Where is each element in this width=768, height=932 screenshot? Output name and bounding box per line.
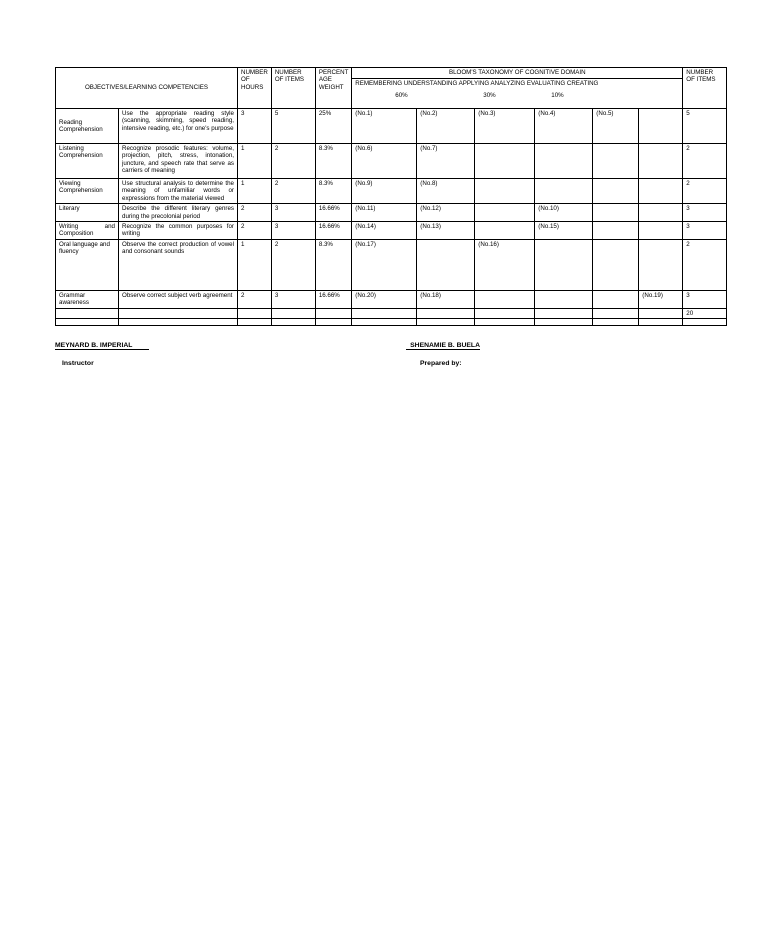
remembering-cell: (No.1) bbox=[352, 109, 417, 144]
analyzing-cell: (No.10) bbox=[535, 204, 593, 222]
evaluating-cell bbox=[593, 290, 639, 308]
remembering-cell: (No.17) bbox=[352, 239, 417, 290]
header-bloom bbox=[352, 68, 683, 109]
items-cell: 2 bbox=[271, 239, 315, 290]
pct-30: 30% bbox=[483, 91, 496, 99]
hours-cell: 2 bbox=[238, 204, 272, 222]
header-objectives: OBJECTIVES/LEARNING COMPETENCIES bbox=[56, 68, 238, 109]
understanding-cell: (No.13) bbox=[417, 222, 475, 240]
pct-60: 60% bbox=[395, 91, 408, 99]
analyzing-cell: (No.15) bbox=[535, 222, 593, 240]
area-cell: Oral language and fluency bbox=[56, 239, 119, 290]
evaluating-cell bbox=[593, 179, 639, 204]
total-cell: 3 bbox=[683, 204, 727, 222]
understanding-cell bbox=[417, 239, 475, 290]
header-items: NUMBER OF ITEMS bbox=[271, 68, 315, 109]
creating-cell bbox=[639, 144, 683, 179]
analyzing-cell: (No.4) bbox=[535, 109, 593, 144]
creating-cell bbox=[639, 239, 683, 290]
total-cell: 2 bbox=[683, 179, 727, 204]
competency-cell: Observe correct subject verb agreement bbox=[119, 290, 238, 308]
hours-cell: 1 bbox=[238, 179, 272, 204]
pct-10: 10% bbox=[551, 91, 564, 99]
evaluating-cell bbox=[593, 204, 639, 222]
total-cell: 3 bbox=[683, 290, 727, 308]
applying-cell bbox=[475, 179, 535, 204]
items-cell: 3 bbox=[271, 290, 315, 308]
table-of-specifications bbox=[55, 67, 727, 326]
header-total-items: NUMBER OF ITEMS bbox=[683, 68, 727, 109]
bloom-title: BLOOM'S TAXONOMY OF COGNITIVE DOMAIN bbox=[352, 68, 682, 79]
area-cell: Writing and Composition bbox=[56, 222, 119, 240]
header-hours: NUMBER OF HOURS bbox=[238, 68, 272, 109]
instructor-role: Instructor bbox=[62, 360, 94, 367]
understanding-cell: (No.8) bbox=[417, 179, 475, 204]
understanding-cell: (No.12) bbox=[417, 204, 475, 222]
preparer-name: SHENAMIE B. BUELA bbox=[406, 342, 480, 350]
remembering-cell: (No.20) bbox=[352, 290, 417, 308]
header-row bbox=[56, 68, 727, 109]
preparer-role: Prepared by: bbox=[420, 360, 462, 367]
evaluating-cell: (No.5) bbox=[593, 109, 639, 144]
area-cell: Reading Comprehension bbox=[56, 109, 119, 144]
total-cell: 3 bbox=[683, 222, 727, 240]
creating-cell bbox=[639, 204, 683, 222]
hours-cell: 2 bbox=[238, 290, 272, 308]
total-cell: 5 bbox=[683, 109, 727, 144]
table-row bbox=[56, 204, 727, 222]
table-row bbox=[56, 144, 727, 179]
items-cell: 5 bbox=[271, 109, 315, 144]
creating-cell bbox=[639, 222, 683, 240]
weight-cell: 25% bbox=[315, 109, 351, 144]
instructor-name: MEYNARD B. IMPERIAL bbox=[55, 342, 149, 350]
remembering-cell: (No.11) bbox=[352, 204, 417, 222]
weight-cell: 8.3% bbox=[315, 239, 351, 290]
competency-cell: Recognize prosodic features: volume, projection, pitch, stress, intonation, juncture, and speech rate that serve as carriers of meaning bbox=[119, 144, 238, 179]
grand-total-cell: 20 bbox=[683, 308, 727, 318]
blank-row bbox=[56, 319, 727, 326]
evaluating-cell bbox=[593, 239, 639, 290]
items-cell: 2 bbox=[271, 144, 315, 179]
table-row bbox=[56, 179, 727, 204]
total-row bbox=[56, 308, 727, 318]
remembering-cell: (No.14) bbox=[352, 222, 417, 240]
weight-cell: 16.66% bbox=[315, 222, 351, 240]
table-row bbox=[56, 290, 727, 308]
weight-cell: 16.66% bbox=[315, 204, 351, 222]
area-cell: Listening Comprehension bbox=[56, 144, 119, 179]
remembering-cell: (No.6) bbox=[352, 144, 417, 179]
applying-cell: (No.3) bbox=[475, 109, 535, 144]
weight-cell: 16.66% bbox=[315, 290, 351, 308]
applying-cell bbox=[475, 290, 535, 308]
creating-cell bbox=[639, 109, 683, 144]
weight-cell: 8.3% bbox=[315, 144, 351, 179]
remembering-cell: (No.9) bbox=[352, 179, 417, 204]
table-row bbox=[56, 109, 727, 144]
weight-cell: 8.3% bbox=[315, 179, 351, 204]
analyzing-cell bbox=[535, 290, 593, 308]
table-row bbox=[56, 222, 727, 240]
total-cell: 2 bbox=[683, 239, 727, 290]
creating-cell: (No.19) bbox=[639, 290, 683, 308]
area-cell: Grammar awareness bbox=[56, 290, 119, 308]
header-weight: PERCENT AGE WEIGHT bbox=[315, 68, 351, 109]
area-cell: Viewing Comprehension bbox=[56, 179, 119, 204]
evaluating-cell bbox=[593, 222, 639, 240]
competency-cell: Recognize the common purposes for writing bbox=[119, 222, 238, 240]
area-cell: Literary bbox=[56, 204, 119, 222]
understanding-cell: (No.2) bbox=[417, 109, 475, 144]
total-cell: 2 bbox=[683, 144, 727, 179]
applying-cell bbox=[475, 204, 535, 222]
hours-cell: 3 bbox=[238, 109, 272, 144]
competency-cell: Observe the correct production of vowel and consonant sounds bbox=[119, 239, 238, 290]
evaluating-cell bbox=[593, 144, 639, 179]
analyzing-cell bbox=[535, 239, 593, 290]
creating-cell bbox=[639, 179, 683, 204]
analyzing-cell bbox=[535, 144, 593, 179]
items-cell: 3 bbox=[271, 204, 315, 222]
applying-cell bbox=[475, 222, 535, 240]
items-cell: 3 bbox=[271, 222, 315, 240]
table-row bbox=[56, 239, 727, 290]
items-cell: 2 bbox=[271, 179, 315, 204]
understanding-cell: (No.7) bbox=[417, 144, 475, 179]
preparer-name-wrap bbox=[404, 342, 480, 350]
analyzing-cell bbox=[535, 179, 593, 204]
competency-cell: Describe the different literary genres during the precolonial period bbox=[119, 204, 238, 222]
hours-cell: 1 bbox=[238, 239, 272, 290]
competency-cell: Use the appropriate reading style (scanning, skimming, speed reading, intensive reading, etc.) for one's purpose bbox=[119, 109, 238, 144]
applying-cell: (No.16) bbox=[475, 239, 535, 290]
hours-cell: 1 bbox=[238, 144, 272, 179]
competency-cell: Use structural analysis to determine the meaning of unfamiliar words or expressions from the material viewed bbox=[119, 179, 238, 204]
applying-cell bbox=[475, 144, 535, 179]
understanding-cell: (No.18) bbox=[417, 290, 475, 308]
bloom-percentages bbox=[355, 92, 679, 100]
hours-cell: 2 bbox=[238, 222, 272, 240]
bloom-levels: REMEMBERING UNDERSTANDING APPLYING ANALYZING EVALUATING CREATING bbox=[355, 80, 599, 88]
